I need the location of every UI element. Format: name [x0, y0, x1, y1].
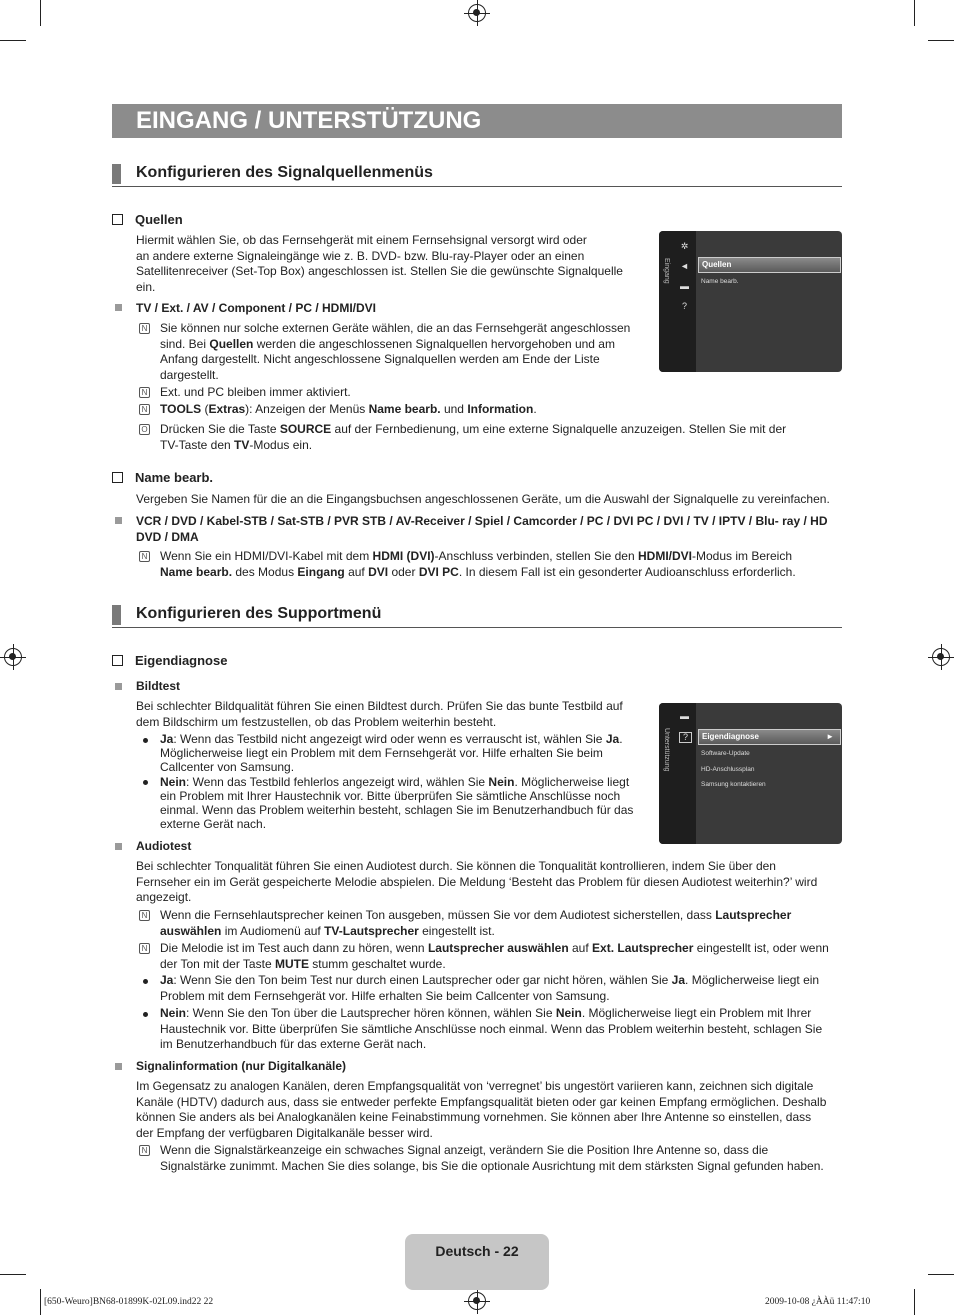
page-number: Deutsch - 22 [435, 1243, 519, 1259]
bildtest-nein: Nein: Wenn das Testbild fehlerlos angezeigt wird, wählen Sie Nein. Möglicherweise liegt ein Problem mit Ihrer Haustechnik vor. Bitte überprüfen Sie sämtliche Anschlüsse noch einmal. Wenn das Problem weiterhin besteht, schlagen Sie im Benutzerhandbuch für das externe Gerät nach. [160, 775, 634, 831]
bildtest-ja: Ja: Wenn das Testbild nicht angezeigt wird oder wenn es verrauscht ist, wählen Sie Ja. Möglicherweise liegt ein Problem mit dem Fernsehgerät vor. Hilfe erhalten Sie beim Callcenter von Samsung. [160, 732, 623, 774]
help-icon: ? [681, 301, 687, 311]
checkbox-icon [112, 472, 123, 483]
quellen-note-4: Drücken Sie die Taste SOURCE auf der Fernbedienung, um eine externe Signalquelle anzuzeigen. Stellen Sie mit der TV-Taste den TV-Modus ein. [160, 422, 787, 452]
crop-mark [928, 1274, 954, 1275]
osd-selected-item[interactable]: Quellen [698, 257, 841, 273]
note-icon: N [139, 323, 150, 334]
osd-side-label: Unterstützung [663, 728, 670, 772]
crop-mark [40, 0, 41, 26]
arrow-right-icon: ► [826, 732, 834, 741]
audiotest-ja: Ja: Wenn Sie den Ton beim Test nur durch einen Lautsprecher oder gar nicht hören, wählen Sie Ja. Möglicherweise liegt ein Problem mit dem Fernsehgerät vor. Hilfe erhalten Sie beim Callcenter von Samsung. [160, 973, 820, 1003]
bullet-icon [143, 738, 148, 743]
file-info: [650-Weuro]BN68-01899K-02L09.ind22 22 [44, 1297, 214, 1307]
audiotest-nein: Nein: Wenn Sie den Ton über die Lautsprecher hören können, wählen Sie Nein. Möglicherweise liegt ein Problem mit Ihrer Haustechnik vor. Bitte überprüfen Sie sämtliche Anschlüsse noch einmal. Wenn das Problem weiterhin besteht, schlagen Sie im Benutzerhandbuch für das externe Gerät nach. [160, 1006, 823, 1051]
app-icon: ▬ [680, 711, 689, 721]
audiotest-note-2: Die Melodie ist im Test auch dann zu hören, wenn Lautsprecher auswählen auf Ext. Lautsprecher eingestellt ist, oder wenn der Ton mit der Taste MUTE stumm geschaltet wurde. [160, 941, 829, 971]
osd-item[interactable]: Software-Update [701, 750, 750, 757]
square-bullet-icon [115, 843, 122, 850]
gear-icon: ✲ [680, 241, 689, 251]
signalinfo-note: Wenn die Signalstärkeanzeige ein schwaches Signal anzeigt, verändern Sie die Position Ihre Antenne so, dass die Signalstärke zunimmt. Machen Sie dies solange, bis Sie die optionale Ausrichtung mit dem stärksten Signal gefunden haben. [160, 1143, 824, 1173]
registration-mark-icon [4, 648, 22, 666]
name-bearb-note: Wenn Sie ein HDMI/DVI-Kabel mit dem HDMI (DVI)-Anschluss verbinden, stellen Sie den HDMI/DVI-Modus im Bereich Name bearb. des Modus Eingang auf DVI oder DVI PC. In diesem Fall ist ein gesonderter Audioanschluss erforderlich. [160, 549, 796, 579]
section-title: Konfigurieren des Supportmenü [136, 605, 382, 622]
osd-side-label: Eingang [663, 258, 670, 284]
page-number-tab [405, 1234, 549, 1290]
quellen-note-1: Sie können nur solche externen Geräte wählen, die an das Fernsehgerät angeschlossen sind. Bei Quellen werden die angeschlossenen Signalquellen hervorgehoben und am Anfang dargestellt. Nicht angeschlossene Signalquellen werden am Ende der Liste dargestellt. [160, 321, 631, 382]
name-bearb-list: VCR / DVD / Kabel-STB / Sat-STB / PVR STB / AV-Receiver / Spiel / Camcorder / PC / DVI PC / DVI / TV / IPTV / Blu- ray / HD DVD / DMA [136, 514, 828, 544]
crop-mark [0, 40, 26, 41]
square-bullet-icon [115, 304, 122, 311]
section-bar [112, 605, 121, 625]
square-bullet-icon [115, 683, 122, 690]
note-icon: N [139, 387, 150, 398]
audiotest-note-1: Wenn die Fernsehlautsprecher keinen Ton ausgeben, müssen Sie vor dem Audiotest sicherstellen, dass Lautsprecher auswählen im Audiomenü auf TV-Lautsprecher eingestellt ist. [160, 908, 792, 938]
crop-mark [928, 40, 954, 41]
subheading-quellen: Quellen [112, 212, 183, 227]
bildtest-intro: Bei schlechter Bildqualität führen Sie einen Bildtest durch. Prüfen Sie das bunte Testbild auf dem Bildschirm um festzustellen, ob das Problem weiterhin besteht. [136, 699, 623, 729]
osd-sidebar [659, 703, 696, 844]
timestamp: 2009-10-08 ¿ÀÀü 11:47:10 [765, 1297, 871, 1307]
registration-mark-icon [468, 4, 486, 22]
quellen-intro: Hiermit wählen Sie, ob das Fernsehgerät mit einem Fernsehsignal versorgt wird oder an andere externe Signaleingänge wie z. B. DVD- bzw. Blu-ray-Player oder an einen Satellitenreceiver (Set-Top Box) angeschlossen ist. Stellen Sie die gewünschte Signalquelle ein. [136, 233, 623, 294]
square-bullet-icon [115, 517, 122, 524]
crop-mark [914, 0, 915, 26]
quellen-sources: TV / Ext. / AV / Component / PC / HDMI/DVI [136, 301, 377, 315]
quellen-note-3: TOOLS (Extras): Anzeigen der Menüs Name bearb. und Information. [160, 402, 537, 416]
quellen-note-2: Ext. und PC bleiben immer aktiviert. [160, 385, 351, 399]
bullet-icon [143, 1012, 148, 1017]
square-bullet-icon [115, 1063, 122, 1070]
bullet-icon [143, 780, 148, 785]
checkbox-icon [112, 214, 123, 225]
registration-mark-icon [468, 1292, 486, 1310]
section-header-signalquellen [112, 164, 842, 187]
section-title: Konfigurieren des Signalquellenmenüs [136, 164, 433, 181]
bullet-icon [143, 979, 148, 984]
osd-item[interactable]: Name bearb. [701, 278, 739, 285]
bildtest-heading: Bildtest [136, 679, 181, 693]
help-icon: ? [679, 732, 692, 743]
name-bearb-intro: Vergeben Sie Namen für die an die Eingangsbuchsen angeschlossenen Geräte, um die Auswahl der Signalquelle zu vereinfachen. [136, 492, 830, 506]
section-bar [112, 164, 121, 184]
crop-mark [0, 1274, 26, 1275]
osd-item[interactable]: Samsung kontaktieren [701, 781, 766, 788]
crop-mark [914, 1289, 915, 1315]
osd-item[interactable]: HD-Anschlussplan [701, 766, 755, 773]
checkbox-icon [112, 655, 123, 666]
app-icon: ▬ [680, 281, 689, 291]
crop-mark [40, 1289, 41, 1315]
page-title: EINGANG / UNTERSTÜTZUNG [112, 104, 842, 138]
note-icon: N [139, 551, 150, 562]
note-icon: N [139, 404, 150, 415]
audiotest-intro: Bei schlechter Tonqualität führen Sie einen Audiotest durch. Sie können die Tonqualität kontrollieren, indem Sie über den Fernseher ein im Gerät gespeicherte Melodie abspielen. Die Meldung ‘Besteht das Problem für diesen Audiotest weiterhin?’ wird angezeigt. [136, 859, 818, 904]
input-plug-icon: ◄ [680, 261, 689, 271]
note-icon: N [139, 943, 150, 954]
osd-selected-item[interactable]: Eigendiagnose ► [698, 729, 841, 745]
osd-sidebar [659, 231, 696, 372]
section-header-support [112, 605, 842, 628]
note-icon: N [139, 1145, 150, 1156]
note-icon: N [139, 910, 150, 921]
signalinfo-heading: Signalinformation (nur Digitalkanäle) [136, 1059, 347, 1073]
osd-menu-eingang [659, 231, 842, 372]
osd-menu-unterstuetzung [659, 703, 842, 844]
audiotest-heading: Audiotest [136, 839, 192, 853]
signalinfo-intro: Im Gegensatz zu analogen Kanälen, deren Empfangsqualität von ‘verregnet’ bis ungestört variieren kann, zeichnen sich digitale Kanäle (HDTV) dadurch aus, dass sie entweder perfekte Empfangsqualität bieten oder gar keinen Empfang ermöglichen. Deshalb können Sie anders als bei Analogkanälen keine Feinabstimmung vornehmen. Sie können aber Ihre Antenne so einstellen, dass der Empfang der verfügbaren Digitalkanäle besser wird. [136, 1079, 827, 1140]
subheading-name-bearb: Name bearb. [112, 470, 213, 485]
remote-icon: O [139, 424, 150, 435]
subheading-eigendiagnose: Eigendiagnose [112, 653, 227, 668]
registration-mark-icon [932, 648, 950, 666]
